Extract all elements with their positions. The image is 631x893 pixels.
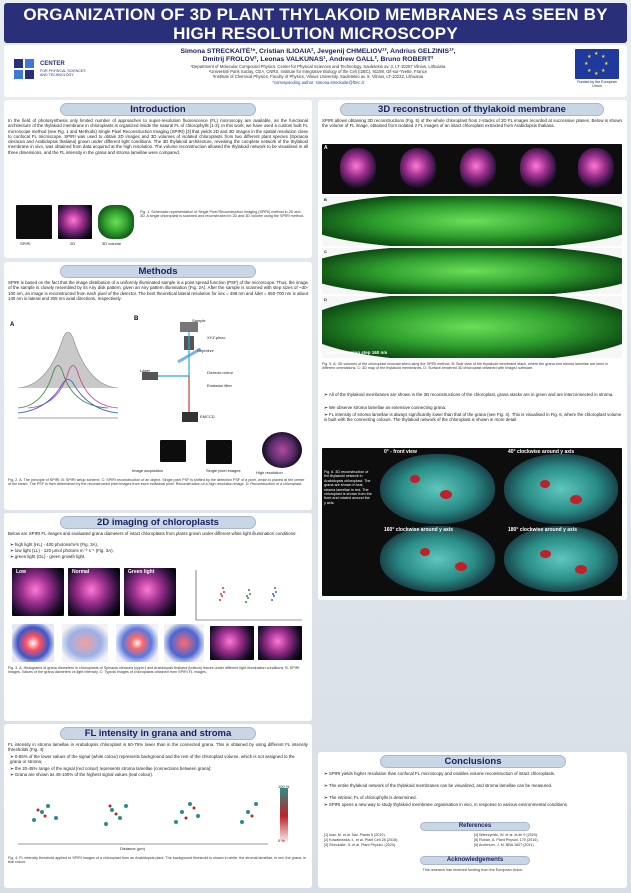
fig6-label-40: 40° clockwise around y axis	[508, 449, 575, 455]
fig6-red-5	[420, 548, 430, 556]
conclusion-1: ➢ SPIRI yields higher resolution than confocal FL microscopy and enables volume reconstruction of intact chloroplasts.	[324, 771, 556, 776]
methods-text: SPIRI is based on the fact that the image distribution of a uniformly illuminated sample is a point spread function (PSF) of the microscope. Thus, the image of the sample is closely resembled by its Airy disk pattern, given an Airy pattern illumination (Fig. 2A). After the sample is scanned with step sizes of ~30-100 nm, an image is reconstructed from each pixel of the detector. The best theoretical lateral resolution for λex = 488 nm and λdet = 650-700 nm is about 140 nm in lateral and 305 nm axial directions, respectively.	[8, 280, 308, 301]
conclusion-3: ➢ The intrinsic FL of chlorophylls is determined.	[324, 795, 417, 800]
intro-figure-3d	[98, 205, 134, 239]
intro-label-2d: 2D	[70, 241, 76, 246]
imaging2d-bullet-1: ➢ high light (HL) - 400 photons/m²s (Fig. 3A),	[10, 542, 99, 547]
scale-bottom: 0 %	[278, 838, 285, 843]
intro-label-spiri: SPIRI	[20, 241, 31, 246]
fig6-view-180	[504, 526, 618, 592]
flintensity-bullet-1: ➢ 0-55% of the lower values of the signal (white colour) represents background and the rest of the chloroplast volume, which is not assigned to the grana or stroma;	[10, 754, 295, 765]
intro-label-3d: 3D volume	[102, 241, 122, 246]
chloroplast-normal-light	[68, 568, 120, 616]
recon3d-figure-caption: Fig. 5. A: 3D volumes of the chloroplast reconstructed using the SPIRI method. B: Side view of the thylakoid membrane stack, where the grana and stroma lamellae are seen in different orientations. C: 3D map of the thylakoid membranes. D: Surface-rendered 3D chloroplast obtained with ImageJ software.	[322, 362, 609, 371]
fig6-red-1	[410, 475, 420, 483]
authors-line-1: Simona STRECKAITĖ¹*, Cristian ILIOAIA², Jevgenij CHMELIOV¹³, Andrius GELZINIS¹³,	[180, 48, 456, 55]
flintensity-bullet-3: ➢ Grana are shown as 45-100% of the highest signal values (teal colour).	[10, 772, 154, 777]
fig6-view-40	[504, 454, 618, 524]
grana-diameter-plot	[182, 566, 306, 628]
references-header: References	[420, 822, 530, 831]
fig6-view-160	[380, 526, 495, 592]
fig6-caption: Fig. 6. 3D reconstruction of the thylakoid network in Arabidopsis chloroplast. The grana are shown in teal, stroma lamellae in red. The chloroplast is shown from the front and rotated around the y axis.	[324, 470, 372, 505]
conclusion-3-text: The intrinsic FL of chlorophylls is determined.	[328, 795, 417, 800]
fig6-red-8	[575, 565, 587, 574]
recon3d-bullet-1-text: All of the thylakoid membranes are shown in the 3D reconstructions of the chloroplast, grana stacks are in green and are interconnected in stroma.	[328, 392, 614, 397]
reference-3: [3] Streckaite, S. et al. Plant Physiol. (2020).	[324, 843, 397, 847]
recon3d-letter-d: D	[324, 297, 327, 302]
conclusion-2-text: The entire thylakoid network of the thylakoid membranes can be visualized, and stroma lamellae can be measured.	[328, 783, 553, 788]
institute-logo	[10, 51, 90, 91]
institute-name: CENTER	[40, 61, 65, 67]
flintensity-text: FL intensity in stroma lamellae in Arabidopsis chloroplast is 60-75% lower than in the connected grana. This is obtained by using different FL intensity thresholds (Fig. 4):	[8, 742, 308, 753]
threshold-maps	[12, 782, 302, 854]
setup-label-piezo: XYZ piezo	[207, 335, 226, 340]
recon3d-a-4	[520, 148, 556, 188]
label-single-pixel: Single pixel images	[206, 468, 241, 473]
reference-1: [1] Iwai, M. et al. Nat. Plants 5 (2019).	[324, 833, 386, 837]
institute-subname: FOR PHYSICAL SCIENCES AND TECHNOLOGY	[40, 69, 86, 77]
imaging2d-bullet-2: ➢ low light (LL) - 120 μmol photons m⁻² s⁻¹ (Fig. 3A),	[10, 548, 114, 553]
methods-header: Methods	[60, 265, 256, 278]
fig6-label-0: 0° - front view	[384, 449, 417, 455]
recon3d-letter-a: A	[324, 145, 328, 151]
recon3d-header: 3D reconstruction of thylakoid membrane	[340, 103, 604, 116]
reconstruction-stack	[206, 440, 232, 464]
reference-4: [4] Wietrzynski, W. et al. eLife 9 (2020).	[474, 833, 539, 837]
recon3d-a-1	[340, 148, 376, 188]
recon3d-a-5	[578, 148, 614, 188]
fig6-red-6	[455, 562, 467, 571]
label-green-light: Green light	[128, 569, 155, 575]
setup-label-emccd: EMCCD	[200, 414, 215, 419]
setup-label-emission-filter: Emission filter	[207, 383, 232, 388]
imaging2d-bullet-3: ➢ green light (GL) - green growth light.	[10, 554, 86, 559]
eu-logo	[575, 49, 619, 93]
affiliation-2: ²Université Paris Saclay, CEA, CNRS, Institute for Integrative Biology of the Cell (I2BC), 91198, Gif-sur-Yvette, France	[208, 69, 428, 75]
recon3d-bullet-2-text: We observe stroma lamellae as extensive connecting grana.	[328, 405, 447, 410]
recon3d-letter-b: B	[324, 197, 327, 202]
corresponding-author: *corresponding author: simona.streckaite@ftmc.lt	[272, 79, 364, 85]
intro-figure-spiri	[16, 205, 52, 239]
methods-figure-caption: Fig. 2. A: The principle of SPIRI. B: SPIRI setup scheme. C: SPIRI reconstruction of an object. Single pixel PSF is shifted by the detection PSF of a pixel, which is placed at the center of the beam. The PSF is then determined by the reconstructed pixel images from each individual pixel. Reconstruction of a high resolution image. D: Reconstruction of a chloroplast.	[8, 478, 305, 487]
setup-label-objective: Objective	[197, 348, 214, 353]
airy-pattern-plot	[8, 318, 128, 428]
imaging2d-bullet-2-text: low light (LL) - 120 μmol photons m⁻² s⁻¹ (Fig. 3A),	[14, 548, 114, 553]
recon3d-a-2	[400, 148, 436, 188]
authors-block	[98, 48, 538, 85]
institute-logo-icon	[12, 57, 38, 83]
recon3d-row-d	[322, 296, 622, 358]
grana-image-2	[258, 626, 302, 660]
conclusions-header: Conclusions	[380, 755, 566, 768]
imaging2d-figure-caption: Fig. 3. A: Histograms of grana diameters in chloroplasts of Spinacia oleracea (upper) and Arabidopsis thaliana (bottom) leaves under different light illumination conditions. B: SPIRI images. Values of the grana diameters vs light intensity. C: Typical images of chloroplasts obtained from SPIRI FL images.	[8, 666, 300, 675]
eu-flag-icon: ★ ★ ★ ★ ★ ★ ★ ★	[575, 49, 619, 79]
fig6-red-7	[540, 550, 551, 558]
recon3d-scale-label: Image scanning step 160 nm	[326, 350, 388, 355]
intro-header: Introduction	[60, 103, 256, 116]
authors-line-2: Dmitrij FROLOV², Leonas VALKUNAS¹, Andrew GALL², Bruno ROBERT²	[202, 56, 434, 63]
intro-figure-caption: Fig. 1. Schematic representation of Single Pixel Reconstruction Imaging (SPIRI) method in 2D and 3D. A single chloroplast is scanned and reconstructed in 2D and 3D volume using the SPIRI method.	[140, 210, 304, 219]
setup-label-laser: Laser	[140, 368, 151, 373]
svg-text:B: B	[134, 316, 139, 322]
grana-image-1	[210, 626, 254, 660]
flintensity-bullet-2-text: the 20-45% range of the signal (red colour) represents stroma lamellae (connections between grana);	[14, 766, 212, 771]
svg-text:A: A	[10, 322, 15, 328]
reference-2: [2] Kowalewska, Ł. et al. Plant Cell 28 (2016).	[324, 838, 399, 842]
acknowledgements-text: This research has received funding from the European Union.	[422, 868, 524, 872]
affiliation-1: ¹Department of Molecular Compound Physics, Center for Physical Sciences and Technology, Sauletekio av. 3, LT-10257 Vilnius, Lithuania	[190, 64, 446, 69]
fig6-red-4	[570, 495, 582, 504]
conclusion-4-text: SPIRI opens a new way to study thylakoid membrane organisation in vivo, in response to various environmental conditions.	[328, 802, 569, 807]
fig6-label-180: 180° clockwise around y axis	[508, 527, 577, 533]
psf-map-1	[12, 624, 54, 662]
intro-figure-2d	[58, 205, 92, 239]
imaging2d-bullet-1-text: high light (HL) - 400 photons/m²s (Fig. 3A),	[14, 542, 99, 547]
conclusion-1-text: SPIRI yields higher resolution than confocal FL microscopy and enables volume reconstruction of intact chloroplasts.	[328, 771, 556, 776]
setup-label-sample: Sample	[192, 318, 206, 323]
recon3d-text: SPIRI allows obtaining 3D reconstructions (Fig. 5) of the whole chloroplast from z-stacks of 2D FL images recorded at successive planes. Below is shown the volume of FL image, obtained from isolated 2 FL images of an intact chloroplast extracted from Arabidopsis thaliana.	[322, 118, 622, 129]
chloroplast-low-light	[12, 568, 64, 616]
poster-title: ORGANIZATION OF 3D PLANT THYLAKOID MEMBRANES AS SEEN BY HIGH RESOLUTION MICROSCOPY	[23, 5, 608, 43]
psf-map-3	[116, 624, 158, 662]
psf-map-2	[62, 624, 108, 662]
flintensity-bullet-3-text: Grana are shown as 45-100% of the highest signal values (teal colour).	[14, 772, 154, 777]
recon3d-bullet-3-text: FL intensity of stroma lamellae is always significantly lower than that of the grana (see Fig. 4). This is visualised in Fig. 6, where the chloroplast volume is built with the connecting colours. The thylakoid network of the chloroplast is shown in more detail.	[324, 412, 622, 423]
scale-top: 100 %	[278, 784, 290, 789]
single-pixel-images	[160, 440, 186, 462]
flintensity-axis-label: Distance (μm)	[120, 846, 145, 851]
label-high-resolution: High resolution	[256, 470, 283, 475]
fig6-red-3	[540, 480, 550, 488]
recon3d-a-3	[460, 148, 496, 188]
flintensity-header: FL intensity in grana and stroma	[60, 727, 256, 740]
acknowledgements-header: Acknowledgements	[420, 856, 530, 865]
label-image-acquisition: Image acquisition	[132, 468, 164, 473]
affiliation-3: ³Institute of Chemical Physics, Faculty of Physics, Vilnius University, Sauletekio av. 9, Vilnius, LT-10222, Lithuania	[212, 74, 424, 80]
reference-5: [5] Ruban, A. Plant Physiol. 170 (2016).	[474, 838, 539, 842]
imaging2d-bullet-3-text: green light (GL) - green growth light.	[14, 554, 86, 559]
high-resolution-image	[262, 432, 302, 468]
conclusion-4: ➢ SPIRI opens a new way to study thylakoid membrane organisation in vivo, in response to various environmental conditions.	[324, 802, 569, 807]
flintensity-figure-caption: Fig. 4. FL intensity threshold applied to SPIRI images of a chloroplast from an Arabidopsis plant. The background threshold is shown in white; the stromal lamellae, in red; the grana, in teal colour.	[8, 856, 307, 865]
psf-map-4	[164, 624, 204, 662]
label-low: Low	[16, 569, 26, 575]
flintensity-bullet-2: ➢ the 20-45% range of the signal (red colour) represents stroma lamellae (connections between grana);	[10, 766, 212, 771]
recon3d-row-c	[322, 248, 622, 294]
flintensity-bullet-1-text: 0-55% of the lower values of the signal (white colour) represents background and the rest of the chloroplast volume, which is not assigned to the grana or stroma;	[10, 754, 295, 765]
recon3d-bullet-2: ➢ We observe stroma lamellae as extensive connecting grana.	[324, 405, 447, 410]
label-normal: Normal	[72, 569, 90, 575]
fig6-label-160: 160° clockwise around y axis	[384, 527, 453, 533]
setup-label-dichroic: Dichroic mirror	[207, 370, 233, 375]
authors-band	[4, 45, 627, 97]
conclusion-2: ➢ The entire thylakoid network of the thylakoid membranes can be visualized, and stroma lamellae can be measured.	[324, 783, 553, 788]
chloroplast-green-light	[124, 568, 176, 616]
title-banner	[4, 3, 627, 43]
recon3d-letter-c: C	[324, 249, 327, 254]
intro-text: In the field of photosynthesis only limited number of approaches to super-resolution fluorescence (FL) microscopy are available, as the functional architecture of the thylakoid membrane in chloroplasts is organized inside the natural FL of chlorophylls [1-3]. In this work, we have used a custom built FL microscope method (see Fig. 1 and Methods) Single Pixel Reconstruction Imaging (SPIRI) [3] that yields 2D and 3D images in the spatial resolution close to confocal FL microscope. SPIRI was used to obtain 2D images and 3D volumes of isolated chloroplasts from two different plant species (Spinacia oleracea and Arabidopsis thaliana) grown under different light conditions. The 3D thylakoid architecture, revealing the complete network of the thylakoid membrane in vivo, was obtained from data acquired at the high resolution. The volume reconstruction allowed the thylakoid network to be visualised in all three dimensions, and the FL intensity in the grana and stroma lamellae were compared.	[8, 118, 308, 155]
fig6-view-0	[380, 454, 495, 524]
imaging2d-intro: Below are SPIRI FL images and evaluated grana diameters of intact chloroplasts from plants grown under different white light illumination conditions:	[8, 531, 297, 536]
eu-caption: Funded by the European Union	[577, 80, 617, 89]
imaging2d-header: 2D imaging of chloroplasts	[60, 516, 256, 529]
reference-6: [6] Anderson, J. M. BBA 1807 (2011).	[474, 843, 535, 847]
recon3d-bullet-1: ➢ All of the thylakoid membranes are shown in the 3D reconstructions of the chloroplast, grana stacks are in green and are interconnected in stroma.	[324, 392, 614, 397]
recon3d-row-b	[322, 196, 622, 246]
fig6-red-2	[440, 490, 452, 499]
recon3d-bullet-3: ➢ FL intensity of stroma lamellae is always significantly lower than that of the grana (see Fig. 4). This is visualised in Fig. 6, where the chloroplast volume is built with the connecting colours. The thylakoid network of the chloroplast is shown in more detail.	[324, 412, 622, 423]
